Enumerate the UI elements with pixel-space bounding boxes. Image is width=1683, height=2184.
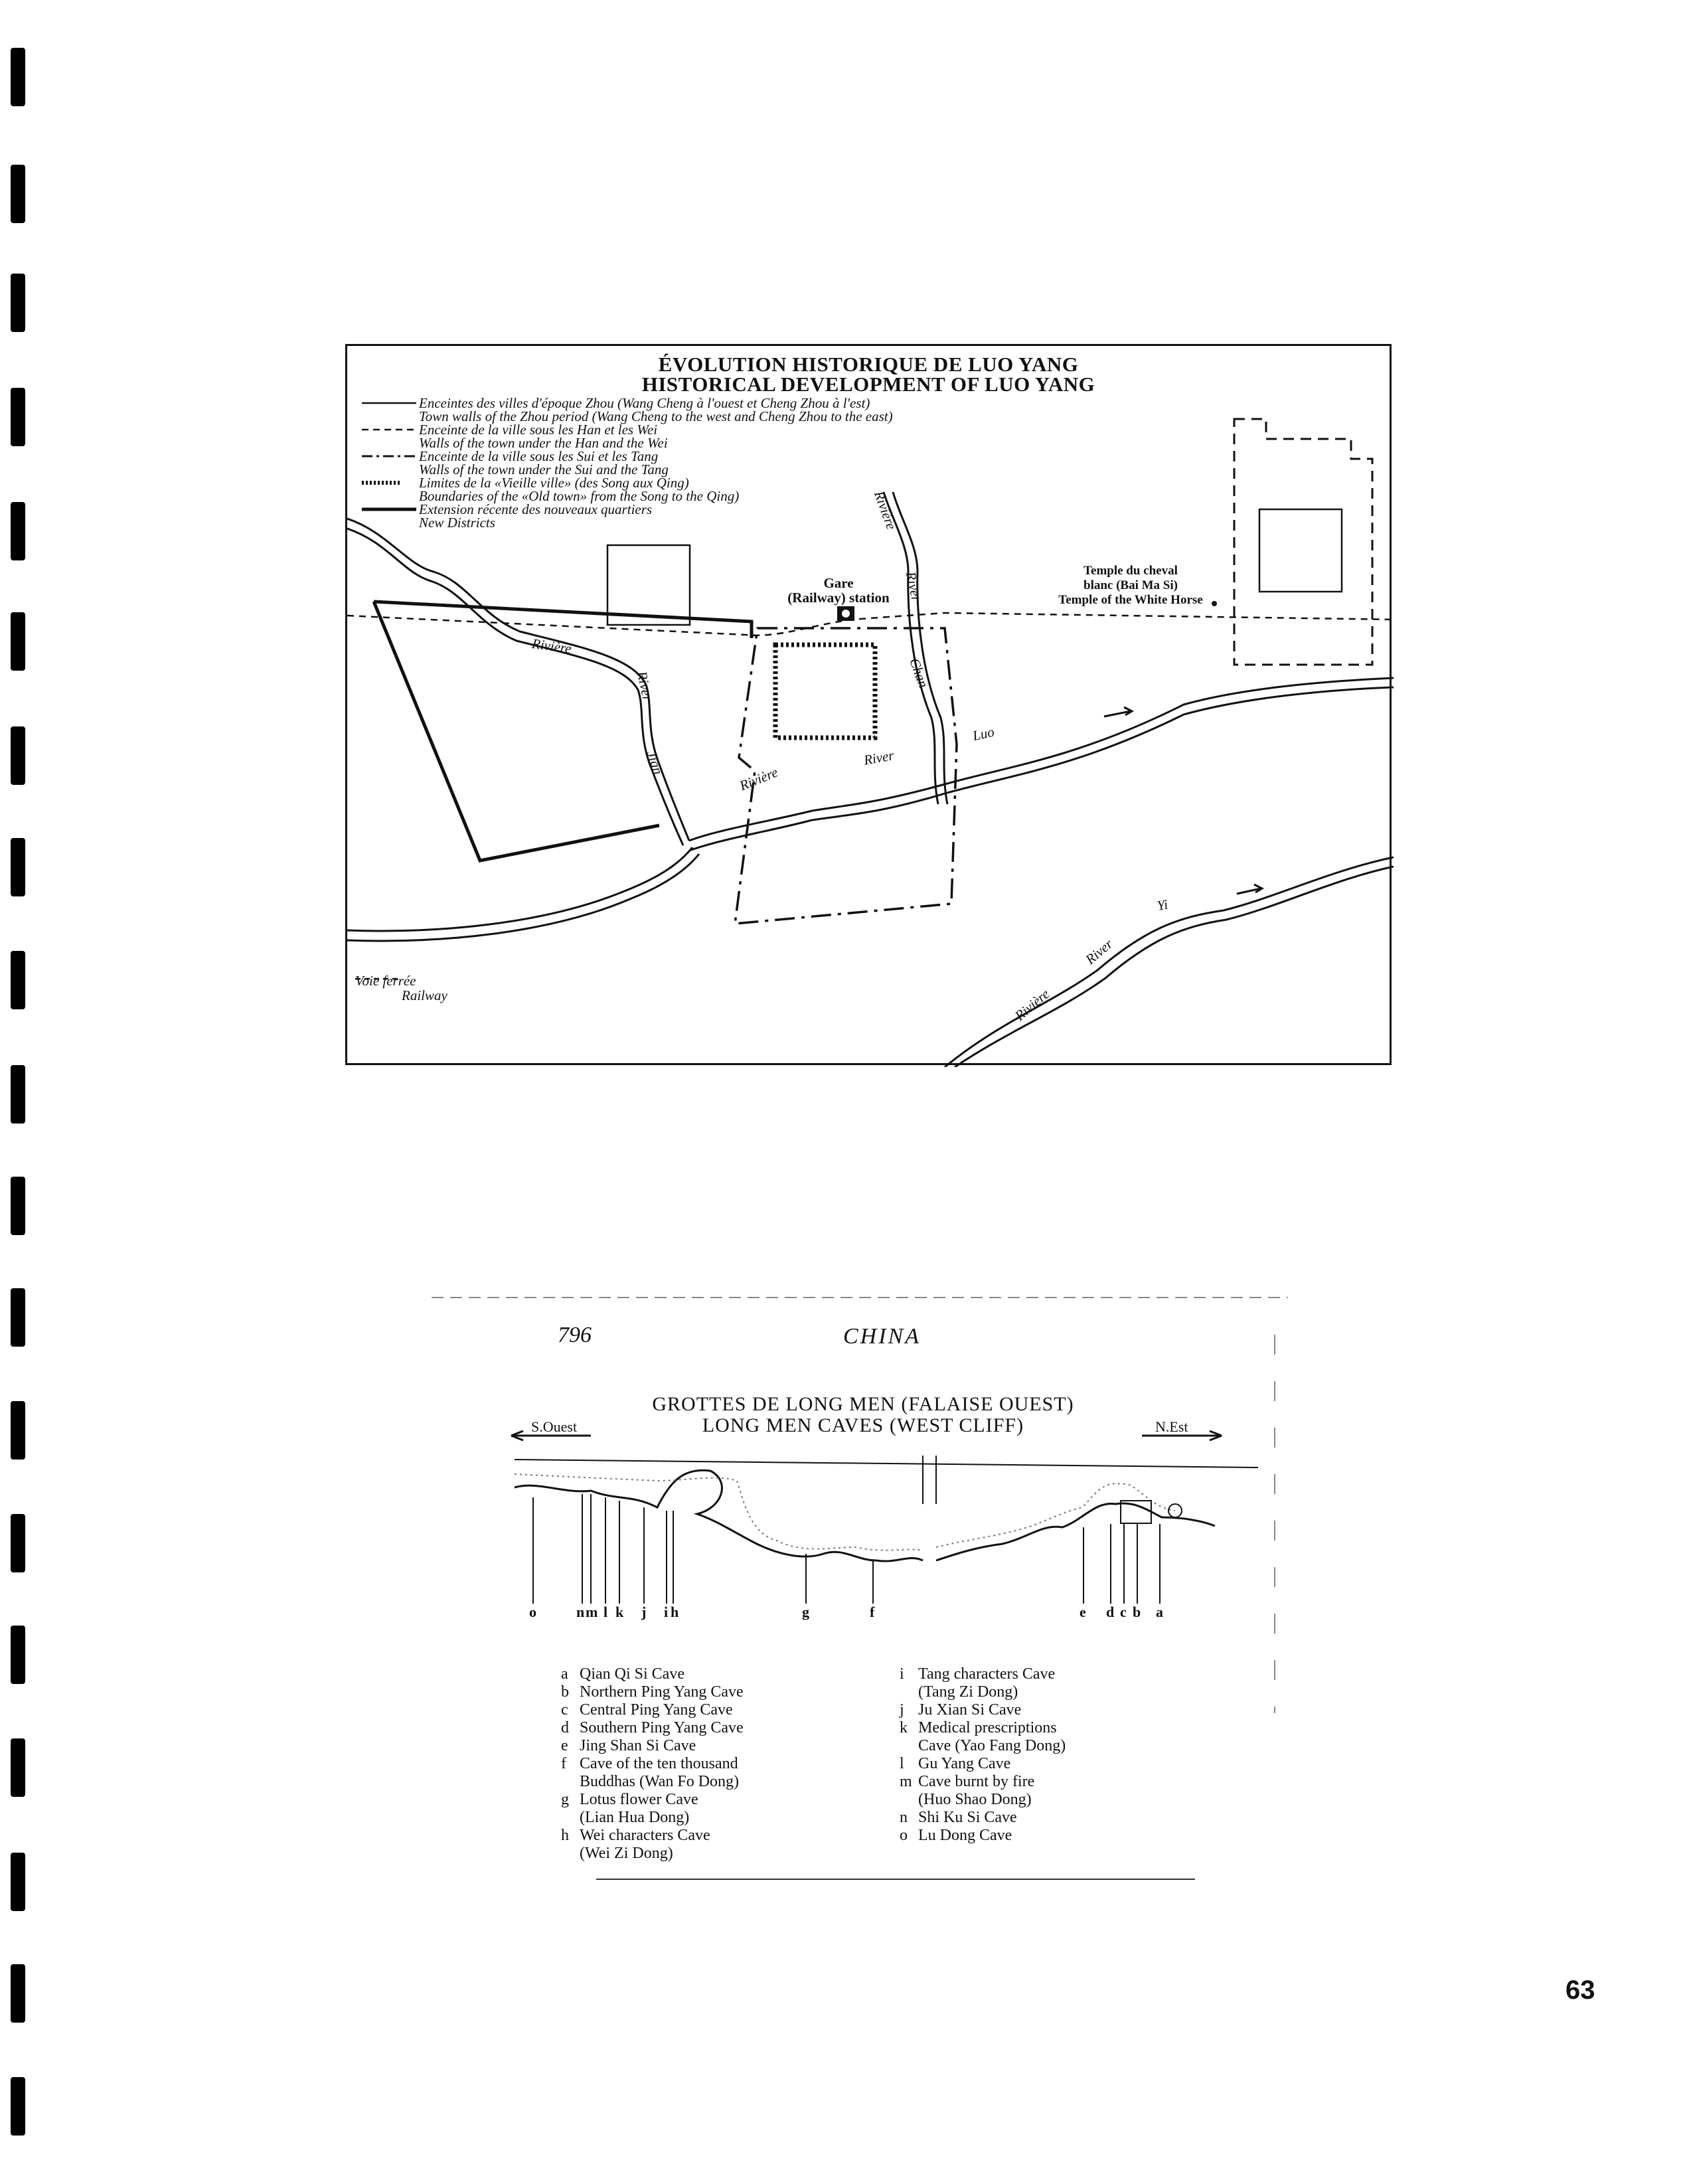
- map-title-fr: ÉVOLUTION HISTORIQUE DE LUO YANG: [658, 353, 1079, 376]
- list-text: (Tang Zi Dong): [918, 1683, 1018, 1701]
- binding-hole: [11, 1964, 25, 2023]
- binding-hole: [11, 502, 25, 560]
- list-key: c: [561, 1701, 568, 1719]
- cave-marker-o: o: [529, 1604, 536, 1620]
- binding-hole: [11, 1065, 25, 1124]
- station-label: [759, 576, 918, 605]
- temple-label-fr-2: blanc (Bai Ma Si): [1083, 578, 1178, 592]
- list-text: Lu Dong Cave: [918, 1827, 1012, 1844]
- railway-key-en: Railway: [402, 987, 447, 1003]
- list-item: [900, 1701, 1066, 1719]
- binding-hole: [11, 726, 25, 785]
- cave-marker-d: d: [1106, 1604, 1115, 1620]
- list-key: f: [561, 1755, 566, 1772]
- list-item: [561, 1809, 744, 1827]
- list-key: n: [900, 1809, 908, 1826]
- luo-river-west: [347, 847, 699, 941]
- cheng-zhou-wall: [1259, 509, 1342, 592]
- list-text: Cave (Yao Fang Dong): [918, 1737, 1066, 1754]
- temple-label: [1011, 564, 1250, 608]
- list-text: Northern Ping Yang Cave: [580, 1683, 744, 1701]
- list-text: Shi Ku Si Cave: [918, 1809, 1017, 1826]
- list-item: [561, 1665, 744, 1683]
- cave-marker-n: n: [576, 1604, 585, 1620]
- cave-marker-j: j: [641, 1604, 647, 1620]
- list-key: [900, 1791, 918, 1809]
- list-text: Buddhas (Wan Fo Dong): [580, 1773, 740, 1790]
- list-key: [900, 1683, 918, 1701]
- list-key: i: [900, 1665, 904, 1683]
- binding-hole: [11, 1626, 25, 1684]
- legend-item-han-wei: [361, 423, 893, 450]
- legend-item-new-districts: [361, 503, 893, 529]
- list-item: [900, 1827, 1066, 1845]
- railway-key: [355, 973, 447, 1003]
- list-item: [900, 1773, 1066, 1791]
- direction-northeast: N.Est: [1155, 1418, 1188, 1435]
- legend-en: Walls of the town under the Sui and the Tang: [419, 462, 669, 477]
- yi-river: [945, 857, 1394, 1067]
- jian-riviere-label: Rivière: [530, 635, 573, 657]
- legend-item-old-town: [361, 476, 893, 503]
- list-text: Tang characters Cave: [918, 1665, 1056, 1683]
- list-key: [561, 1809, 580, 1827]
- binding-hole: [11, 274, 25, 332]
- luo-yang-map: [345, 344, 1392, 1065]
- chan-name-label: Chan: [906, 655, 932, 690]
- binding-hole: [11, 388, 25, 446]
- list-text: Cave of the ten thousand: [580, 1755, 738, 1772]
- jian-river-label: River: [633, 669, 656, 703]
- binding-hole: [11, 1738, 25, 1797]
- yi-riviere-label: Rivière: [1011, 985, 1053, 1024]
- list-text: Qian Qi Si Cave: [580, 1665, 684, 1683]
- list-key: d: [561, 1719, 569, 1736]
- map-title-en: HISTORICAL DEVELOPMENT OF LUO YANG: [641, 373, 1095, 396]
- book-page-number: 796: [558, 1323, 592, 1347]
- list-item: [561, 1755, 744, 1773]
- list-text: Lotus flower Cave: [580, 1791, 698, 1808]
- yi-river-label: River: [1082, 936, 1116, 967]
- list-item: [900, 1791, 1066, 1809]
- list-key: o: [900, 1827, 908, 1844]
- binding-hole: [11, 48, 25, 106]
- luo-river: [689, 678, 1394, 851]
- list-key: l: [900, 1755, 904, 1772]
- cave-marker-e: e: [1080, 1604, 1086, 1620]
- binding-hole: [11, 1177, 25, 1235]
- list-text: (Lian Hua Dong): [580, 1809, 690, 1826]
- cave-marker-c: c: [1120, 1604, 1127, 1620]
- list-text: Cave burnt by fire: [918, 1773, 1035, 1790]
- list-item: [900, 1665, 1066, 1683]
- list-key: a: [561, 1665, 568, 1683]
- list-item: [900, 1683, 1066, 1701]
- han-wei-wall: [1234, 419, 1372, 665]
- list-text: Ju Xian Si Cave: [918, 1701, 1022, 1719]
- railway-key-swatch: [355, 973, 402, 981]
- list-item: [561, 1683, 744, 1701]
- legend-en: New Districts: [419, 515, 495, 531]
- list-item: [561, 1737, 744, 1755]
- cave-marker-f: f: [870, 1604, 875, 1620]
- legend-en: Walls of the town under the Han and the Wei: [419, 435, 668, 451]
- cave-list-left: [561, 1665, 744, 1863]
- list-text: Jing Shan Si Cave: [580, 1737, 696, 1754]
- binding-hole: [11, 1514, 25, 1572]
- list-text: Wei characters Cave: [580, 1827, 710, 1844]
- list-key: [900, 1737, 918, 1755]
- page-number: 63: [1565, 1975, 1595, 2005]
- list-key: k: [900, 1719, 908, 1736]
- legend-item-sui-tang: [361, 450, 893, 476]
- list-item: [561, 1845, 744, 1863]
- binding-hole: [11, 1401, 25, 1460]
- station-label-en: (Railway) station: [787, 590, 890, 606]
- list-key: m: [900, 1773, 912, 1790]
- legend-fr: Enceinte de la ville sous les Han et les Wei: [419, 422, 658, 438]
- jian-name-label: Jian: [643, 748, 667, 777]
- yi-name-label: Yi: [1155, 896, 1169, 914]
- temple-label-en: Temple of the White Horse: [1058, 593, 1203, 607]
- cave-marker-i: i: [664, 1604, 669, 1620]
- cave-marker-h: h: [671, 1604, 679, 1620]
- station-label-fr: Gare: [823, 575, 854, 591]
- chan-riviere-label: Rivière: [870, 489, 900, 532]
- long-men-page: [432, 1282, 1295, 1906]
- luo-riviere-label: Rivière: [737, 764, 780, 794]
- cave-marker-l: l: [603, 1604, 608, 1620]
- list-text: Gu Yang Cave: [918, 1755, 1011, 1772]
- running-head: CHINA: [843, 1324, 921, 1349]
- list-text: Southern Ping Yang Cave: [580, 1719, 744, 1736]
- list-text: Central Ping Yang Cave: [580, 1701, 733, 1719]
- list-key: h: [561, 1827, 569, 1844]
- list-item: [561, 1701, 744, 1719]
- list-item: [900, 1809, 1066, 1827]
- legend-fr: Enceinte de la ville sous les Sui et les Tang: [419, 448, 659, 464]
- list-item: [900, 1719, 1066, 1737]
- list-key: g: [561, 1791, 569, 1808]
- chan-river-label: River: [902, 570, 925, 604]
- old-town-boundary: [775, 645, 875, 738]
- cave-list-right: [900, 1665, 1066, 1845]
- cave-marker-a: a: [1156, 1604, 1163, 1620]
- legend-fr: Limites de la «Vieille ville» (des Song aux Qing): [419, 475, 689, 491]
- flow-arrow: [1104, 707, 1132, 716]
- legend-fr: Enceintes des villes d'époque Zhou (Wang Cheng à l'ouest et Cheng Zhou à l'est): [419, 395, 870, 411]
- list-item: [561, 1773, 744, 1791]
- legend-en: Boundaries of the «Old town» from the Song to the Qing): [419, 488, 740, 504]
- wang-cheng-wall: [607, 545, 690, 625]
- map-legend: [361, 396, 893, 529]
- flow-arrow: [1237, 884, 1262, 894]
- list-key: j: [900, 1701, 904, 1719]
- cave-marker-g: g: [802, 1604, 809, 1620]
- list-text: (Huo Shao Dong): [918, 1791, 1032, 1808]
- list-item: [561, 1791, 744, 1809]
- cave-marker-m: m: [586, 1604, 598, 1620]
- luo-river-label: River: [862, 747, 896, 768]
- binding-hole: [11, 838, 25, 896]
- binding-hole: [11, 2077, 25, 2136]
- legend-fr: Extension récente des nouveaux quartiers: [419, 501, 653, 517]
- list-key: [561, 1845, 580, 1863]
- list-text: Medical prescriptions: [918, 1719, 1057, 1736]
- cave-title-en: LONG MEN CAVES (WEST CLIFF): [702, 1414, 1024, 1436]
- binding-hole: [11, 165, 25, 223]
- luo-name-label: Luo: [971, 723, 996, 744]
- cave-marker-k: k: [615, 1604, 624, 1620]
- binding-hole: [11, 1288, 25, 1347]
- list-key: [561, 1773, 580, 1791]
- list-item: [561, 1827, 744, 1845]
- list-key: e: [561, 1737, 568, 1754]
- cave-title-fr: GROTTES DE LONG MEN (FALAISE OUEST): [652, 1393, 1074, 1415]
- temple-label-fr-1: Temple du cheval: [1083, 564, 1178, 578]
- railway-key-fr: Voie ferrée: [355, 973, 416, 989]
- legend-item-zhou: [361, 396, 893, 423]
- list-text: (Wei Zi Dong): [580, 1845, 673, 1862]
- binding-hole: [11, 951, 25, 1009]
- legend-en: Town walls of the Zhou period (Wang Cheng to the west and Cheng Zhou to the east): [419, 408, 893, 424]
- list-key: b: [561, 1683, 569, 1701]
- cave-marker-b: b: [1133, 1604, 1141, 1620]
- direction-southwest: S.Ouest: [531, 1418, 578, 1435]
- list-item: [561, 1719, 744, 1737]
- list-item: [900, 1737, 1066, 1755]
- list-item: [900, 1755, 1066, 1773]
- binding-hole: [11, 612, 25, 671]
- binding-hole: [11, 1853, 25, 1911]
- station-marker-dot: [842, 610, 850, 618]
